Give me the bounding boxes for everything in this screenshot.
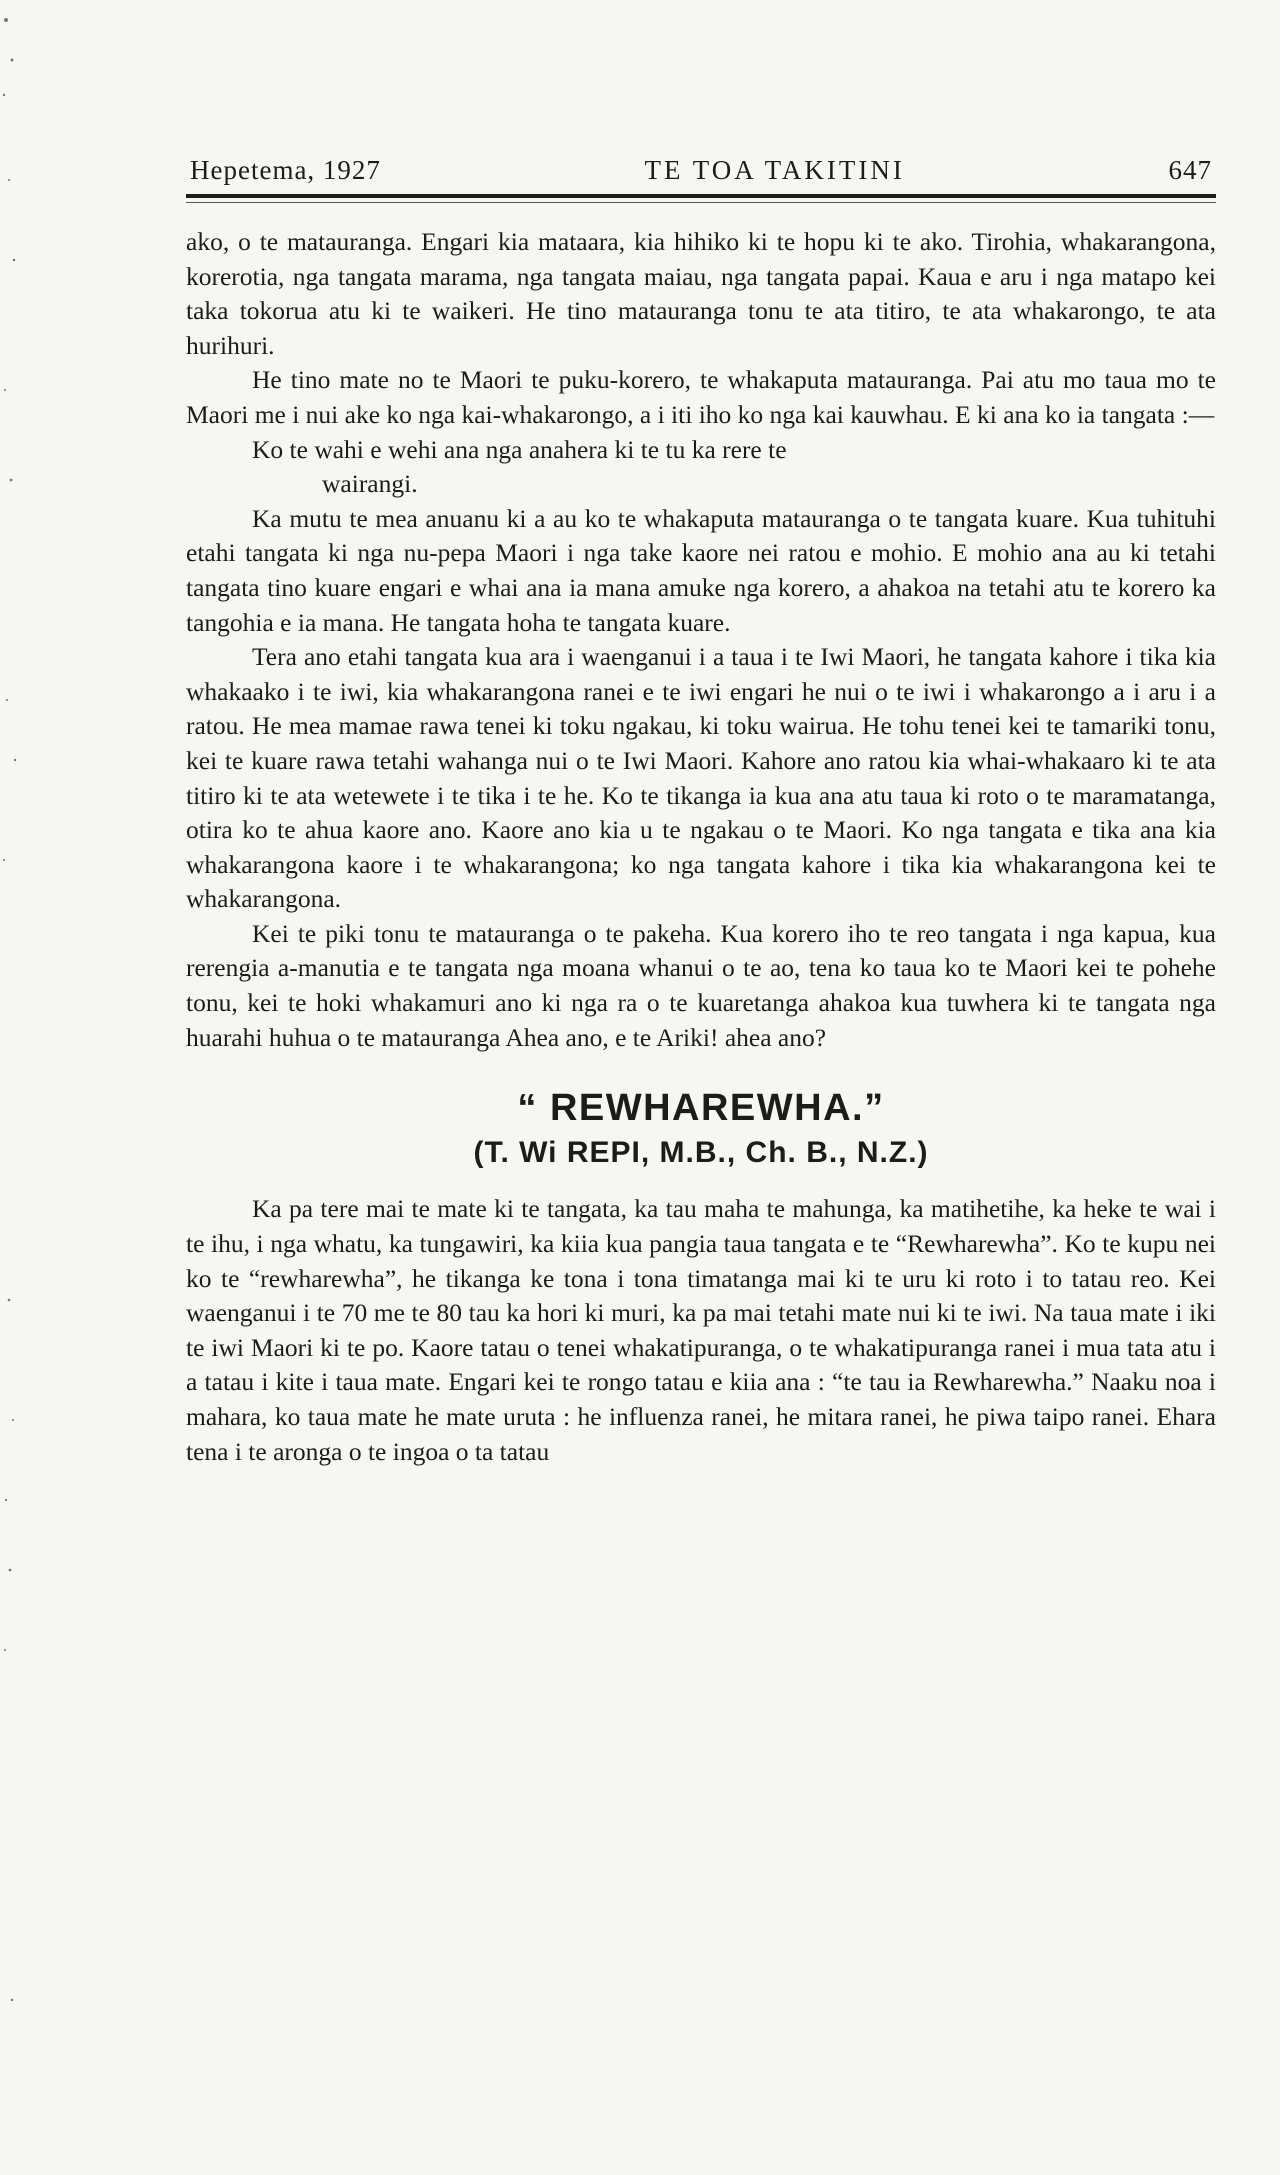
section-byline: (T. Wi REPI, M.B., Ch. B., N.Z.) bbox=[473, 1135, 929, 1169]
paragraph: Ka pa tere mai te mate ki te tangata, ka tau maha te mahunga, ka matihetihe, ka heke te wai i te ihu, i nga whatu, ka tungawiri, ka kiia kua pangia taua tangata e te “Rewharewha”. Ko te kupu nei ko te “rewharewha”, he tikanga ke tona i tona timatanga mai ki te uru ki roto i to tatau reo. Kei waenganui i te 70 me te 80 tau ka hori ki muri, ka pa mai tetahi mate nui ki te iwi. Na taua mate i iki te iwi Maori ki te po. Kaore tatau o tenei whakatipuranga, o te whakatipuranga ranei i mua tata atu i a tatau i kite i taua mate. Engari kei te rongo tatau e kiia ana : “te tau ia Rewharewha.” Naaku noa i mahara, ko taua mate he mate uruta : he influenza ranei, he mitara ranei, he piwa taipo ranei. Ehara tena i te aronga o te ingoa o ta tatau bbox=[186, 1194, 1216, 1466]
block-quote bbox=[186, 433, 1216, 502]
page-number: 647 bbox=[1168, 155, 1212, 185]
quote-line: Ko te wahi e wehi ana nga anahera ki te tu ka rere te bbox=[252, 434, 787, 464]
paragraph: Tera ano etahi tangata kua ara i waenganui i a taua i te Iwi Maori, he tangata kahore i tika kia whakaako i te iwi, kia whakarangona ranei e te iwi engari he nui o te iwi i whakarongo a i aru i a ratou. He mea mamae rawa tenei ki toku ngakau, ki toku wairua. He tohu tenei kei te tamariki tonu, kei te kuare rawa tetahi wahanga nui o te Iwi Maori. Kahore ano ratou kia whai-whakaaro ki te ata titiro ki te ata wetewete i te tika i te he. Ko te tikanga ia kua ana atu taua ki roto o te maramatanga, otira ko te ahua kaore ano. Kaore ano kia u te ngakau o te Maori. Ko nga tangata e tika ana kia whakarangona kaore i te whakarangona; ko nga tangata kahore i tika kia whakarangona kei te whakarangona. bbox=[186, 642, 1216, 914]
paragraph: Ka mutu te mea anuanu ki a au ko te whakaputa matauranga o te tangata kuare. Kua tuhituhi etahi tangata ki nga nu-pepa Maori i nga take kaore nei ratou e mohio. E mohio ana au ki tetahi tangata tino kuare engari e whai ana ia mana amuke nga korero, a ahakoa na tetahi atu te korero ka tangohia e ia mana. He tangata hoha te tangata kuare. bbox=[186, 503, 1216, 637]
header-date: Hepetema, 1927 bbox=[190, 155, 381, 185]
paragraph: Kei te piki tonu te matauranga o te pakeha. Kua korero iho te reo tangata i nga kapua, kua rerengia a-manutia e te tangata nga moana whanui o te ao, tena ko taua ko te Maori kei te pohehe tonu, kei te hoki whakamuri ano ki nga ra o te kuaretanga ahakoa kua tuwhera ki te tangata nga huarahi huhua o te matauranga Ahea ano, e te Ariki! ahea ano? bbox=[186, 918, 1216, 1052]
scan-edge-specks bbox=[0, 0, 40, 2175]
paragraph: ako, o te matauranga. Engari kia mataara, kia hihiko ki te hopu ki te ako. Tirohia, whakarangona, korerotia, nga tangata marama, nga tangata maiau, nga tangata papai. Kaua e aru i nga matapo kei taka tokorua atu ki te waikeri. He tino matauranga tonu te ata titiro, te ata whakarongo, te ata hurihuri. bbox=[186, 227, 1216, 360]
quote-line: wairangi. bbox=[322, 469, 418, 499]
running-header bbox=[186, 155, 1216, 192]
header-rule-thin bbox=[186, 202, 1216, 203]
paragraph: He tino mate no te Maori te puku-korero, te whakaputa matauranga. Pai atu mo taua mo te Maori me i nui ake ko nga kai-whakarongo, a i iti iho ko nga kai kauwhau. E ki ana ko ia tangata :— bbox=[186, 365, 1216, 429]
header-journal-title: TE TOA TAKITINI bbox=[644, 155, 905, 185]
section-title: “ REWHAREWHA.” bbox=[517, 1087, 885, 1130]
header-rule bbox=[186, 194, 1216, 198]
document-page bbox=[186, 155, 1216, 1469]
article-body bbox=[186, 225, 1216, 1469]
